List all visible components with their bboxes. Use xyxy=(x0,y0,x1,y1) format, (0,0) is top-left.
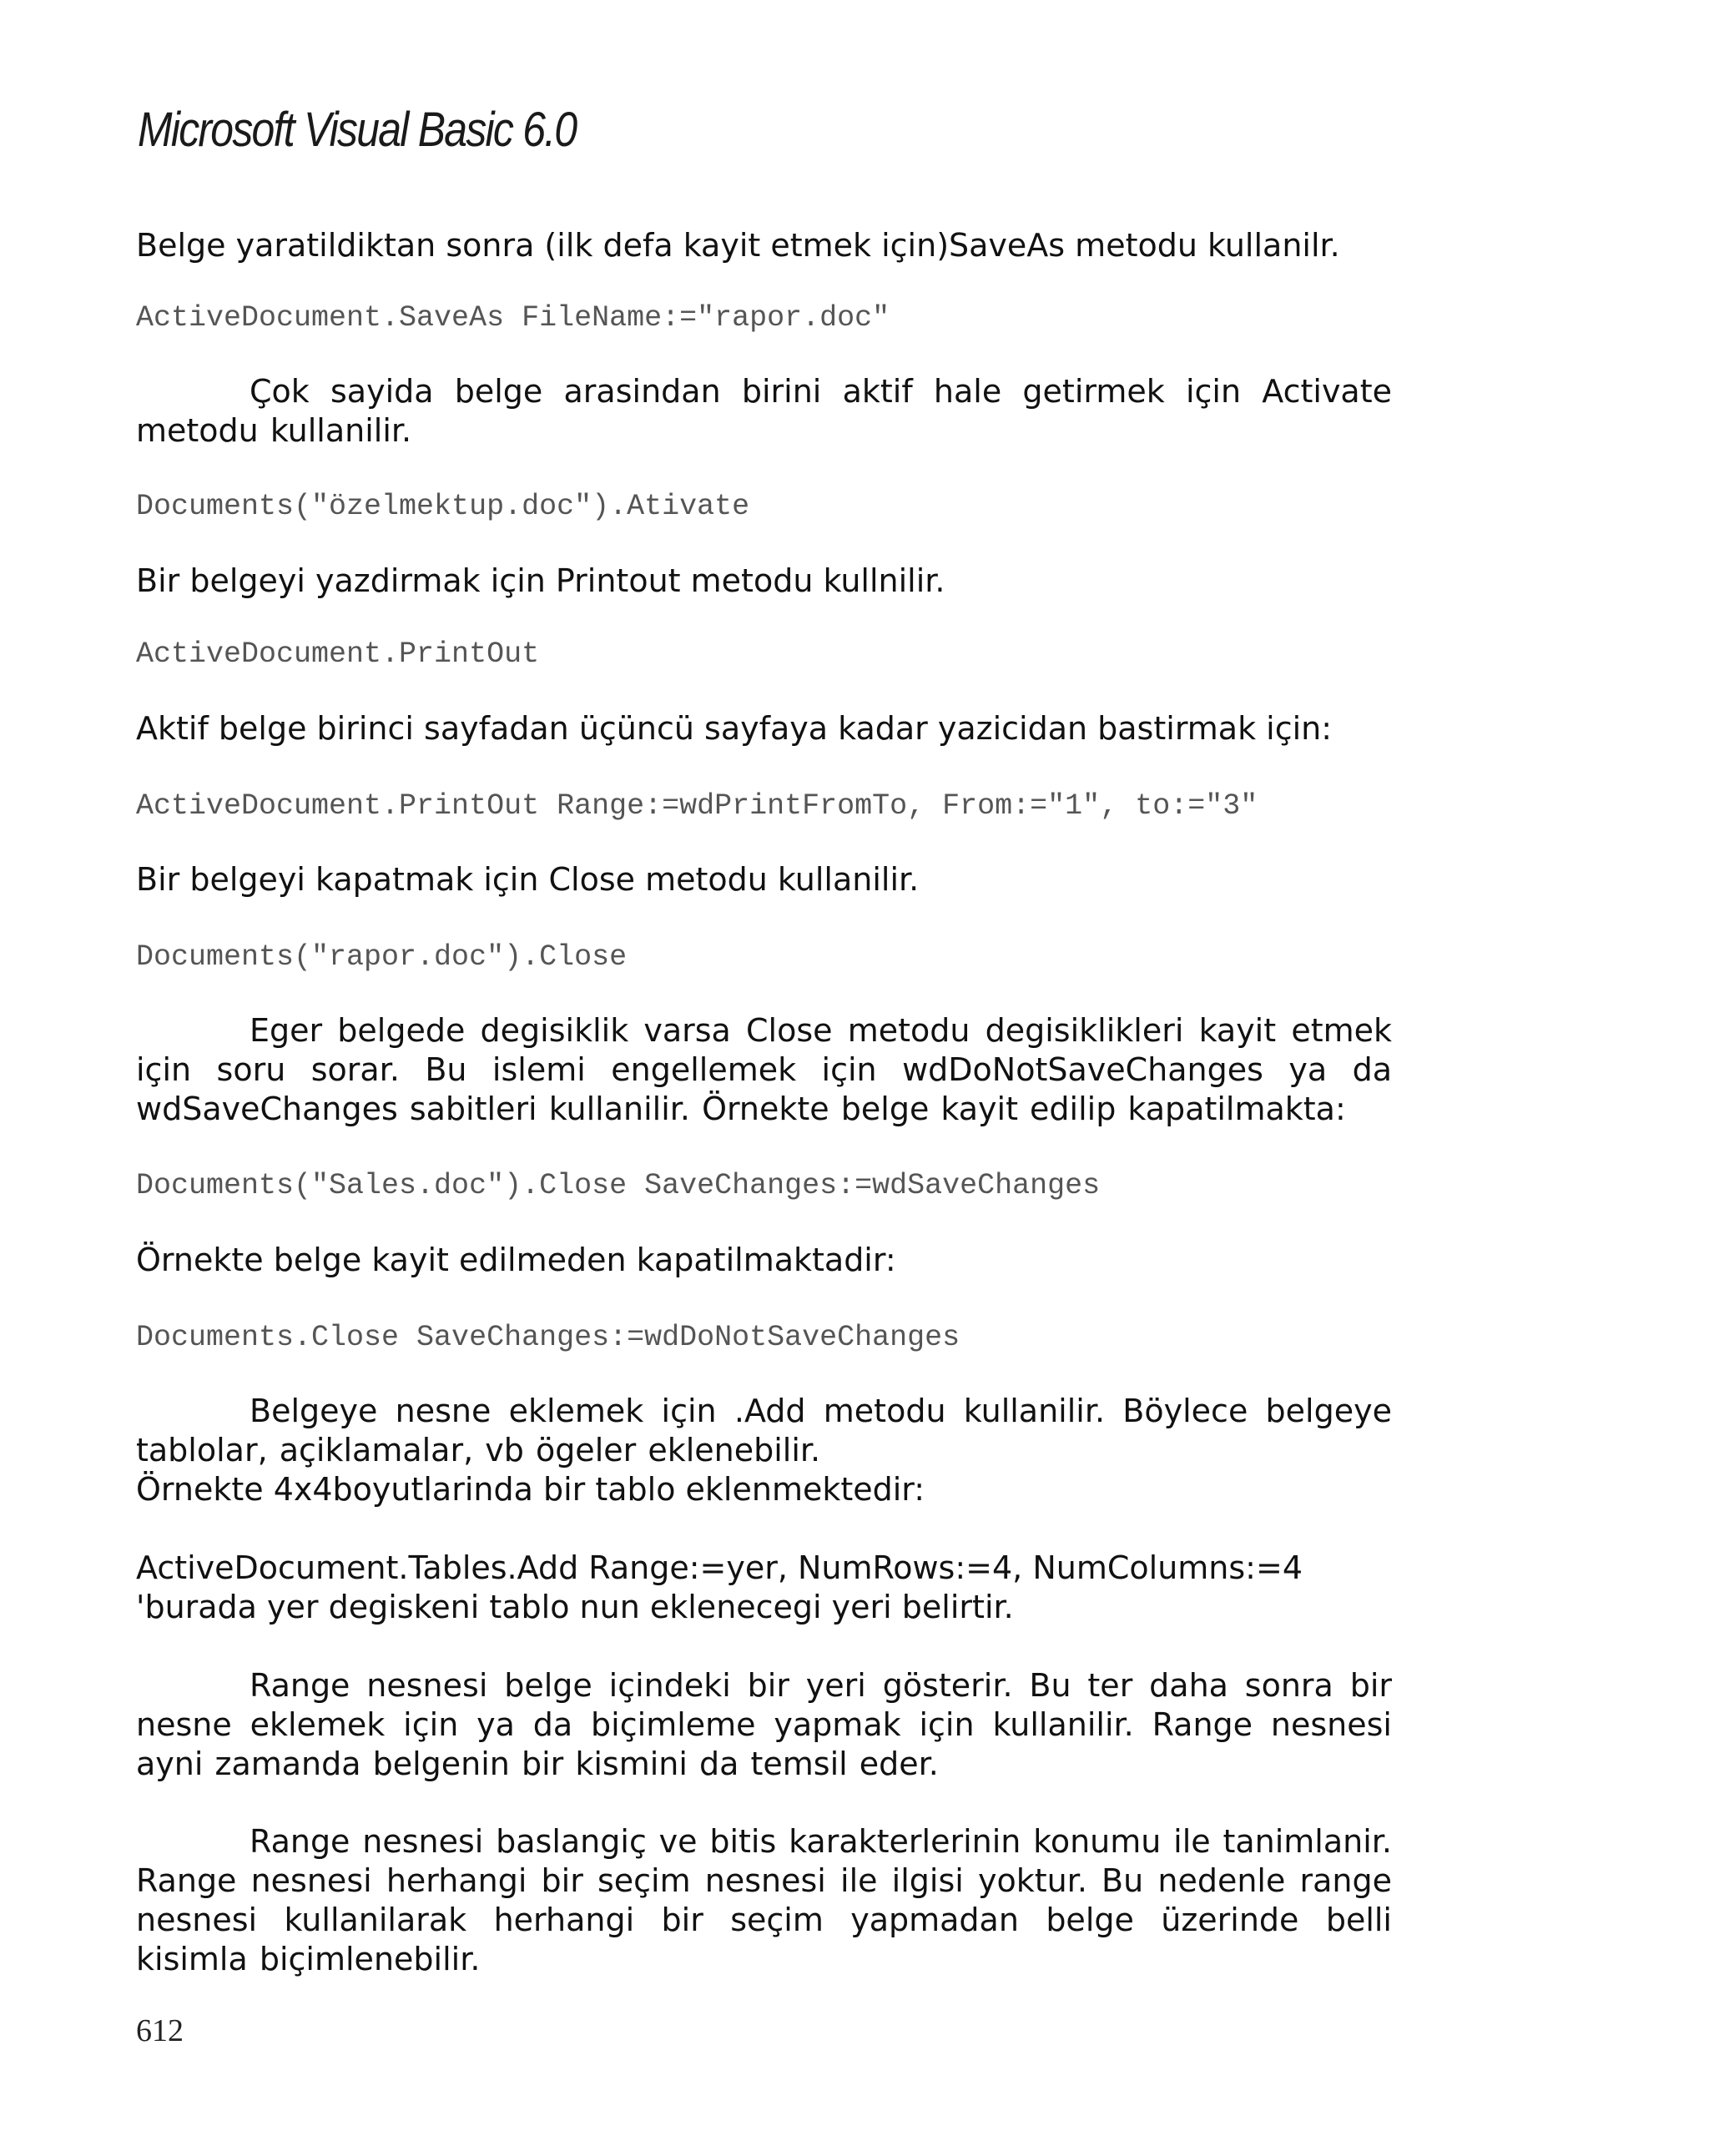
paragraph-range-definition-text: Range nesnesi baslangiç ve bitis karakterlerinin konumu ile tanimlanir. Range nesnesi herhangi bir seçim nesnesi ile ilgisi yoktur. Bu nedenle range nesnesi kullanilarak herhangi bir seçim yapmadan belge üzerinde belli kisimla biçimlenebilir. xyxy=(136,1823,1392,1977)
code-line-close: Documents("rapor.doc").Close xyxy=(136,940,628,974)
code-comment-line: 'burada yer degiskeni tablo nun eklenecegi yeri belirtir. xyxy=(136,1589,1014,1625)
code-line-printout: ActiveDocument.PrintOut xyxy=(136,637,540,671)
paragraph-table-example: Örnekte 4x4boyutlarinda bir tablo eklenmektedir: xyxy=(136,1471,925,1508)
paragraph-print-range: Aktif belge birinci sayfadan üçüncü sayfaya kadar yazicidan bastirmak için: xyxy=(136,710,1333,747)
code-line-saveas: ActiveDocument.SaveAs FileName:="rapor.doc" xyxy=(136,301,890,335)
paragraph-close-nosave: Örnekte belge kayit edilmeden kapatilmaktadir: xyxy=(136,1242,896,1278)
paragraph-save-changes-text: Eger belgede degisiklik varsa Close metodu degisiklikleri kayit etmek için soru sorar. Bu islemi engellemek için wdDoNotSaveChanges ya da wdSaveChanges sabitleri kullanilir. Örnekte belge kayit edilip kapatilmakta: xyxy=(136,1012,1392,1127)
code-line-close-nosave: Documents.Close SaveChanges:=wdDoNotSaveChanges xyxy=(136,1321,960,1354)
page-number: 612 xyxy=(136,2013,184,2048)
paragraph-save-changes xyxy=(136,1011,1392,1129)
code-line-print-range: ActiveDocument.PrintOut Range:=wdPrintFromTo, From:="1", to:="3" xyxy=(136,789,1258,823)
paragraph-printout: Bir belgeyi yazdirmak için Printout metodu kullnilir. xyxy=(136,562,945,599)
paragraph-range-object-text: Range nesnesi belge içindeki bir yeri gösterir. Bu ter daha sonra bir nesne eklemek için ya da biçimleme yapmak için kullanilir. Range nesnesi ayni zamanda belgenin bir kismini da temsil eder. xyxy=(136,1667,1392,1782)
book-title-header: Microsoft Visual Basic 6.0 xyxy=(138,103,577,157)
paragraph-add-method-text: Belgeye nesne eklemek için .Add metodu kullanilir. Böylece belgeye tablolar, açiklamalar, vb ögeler eklenebilir. xyxy=(136,1393,1392,1468)
paragraph-saveas-intro: Belge yaratildiktan sonra (ilk defa kayit etmek için)SaveAs metodu kullanilr. xyxy=(136,227,1340,264)
paragraph-activate xyxy=(136,372,1392,451)
paragraph-activate-text: Çok sayida belge arasindan birini aktif hale getirmek için Activate metodu kullanilir. xyxy=(136,373,1392,449)
paragraph-range-definition xyxy=(136,1822,1392,1979)
paragraph-range-object xyxy=(136,1666,1392,1784)
code-line-activate: Documents("özelmektup.doc").Ativate xyxy=(136,490,750,523)
code-line-tables-add: ActiveDocument.Tables.Add Range:=yer, NumRows:=4, NumColumns:=4 xyxy=(136,1549,1303,1586)
paragraph-close: Bir belgeyi kapatmak için Close metodu kullanilir. xyxy=(136,861,920,898)
code-line-close-save: Documents("Sales.doc").Close SaveChanges:=wdSaveChanges xyxy=(136,1169,1101,1202)
paragraph-add-method xyxy=(136,1392,1392,1470)
